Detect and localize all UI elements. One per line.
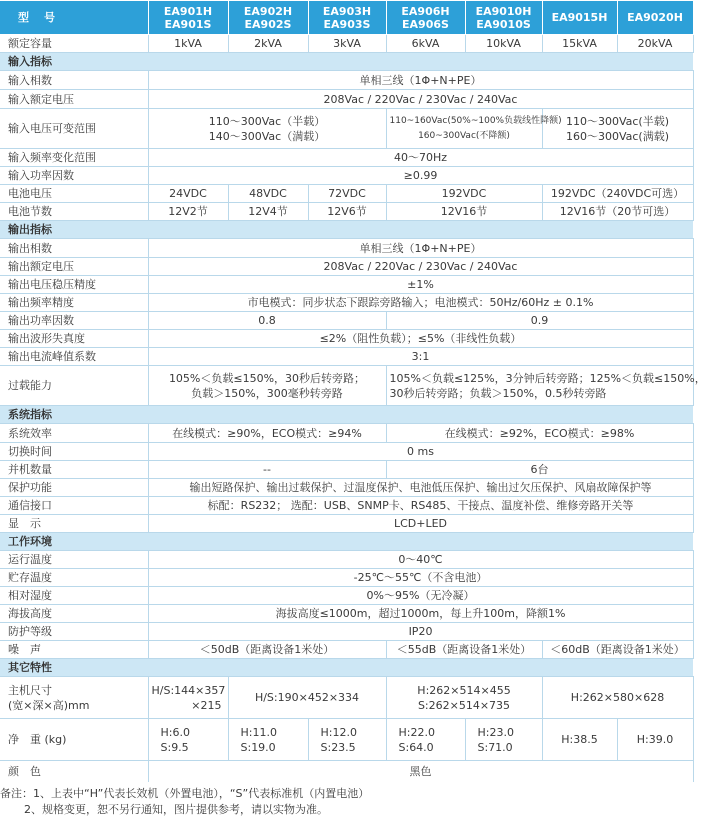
noise-value: ＜60dB（距离设备1米处） bbox=[542, 641, 693, 659]
capacity-value: 1kVA bbox=[148, 35, 228, 53]
row-value: 单相三线（1Φ+N+PE） bbox=[148, 239, 693, 258]
range-line: 110～300Vac（半载） bbox=[208, 114, 326, 128]
weight-15k: H:38.5 bbox=[542, 719, 617, 761]
weight-h: H:23.0 bbox=[477, 725, 514, 739]
weight-s: S:9.5 bbox=[160, 740, 189, 754]
overload-6-20k bbox=[386, 366, 706, 406]
overload-row bbox=[0, 366, 693, 406]
weight-20k: H:39.0 bbox=[617, 719, 693, 761]
model-name: EA903S bbox=[323, 17, 371, 31]
capacity-value: 2kVA bbox=[228, 35, 308, 53]
model-ea9020: EA9020H bbox=[617, 1, 693, 35]
protection-row bbox=[0, 479, 693, 497]
model-name: EA901H bbox=[163, 4, 213, 18]
section-output-header bbox=[0, 221, 693, 239]
weight-6k bbox=[386, 719, 465, 761]
row-label: 输入相数 bbox=[0, 71, 148, 90]
capacity-value: 20kVA bbox=[617, 35, 693, 53]
output-pf-row bbox=[0, 312, 693, 330]
op-temp-row bbox=[0, 551, 693, 569]
weight-h: H:12.0 bbox=[320, 725, 357, 739]
efficiency-value: 在线模式：≥92%，ECO模式：≥98% bbox=[386, 424, 693, 443]
input-phase-row bbox=[0, 71, 693, 90]
dim-line: ×215 bbox=[191, 698, 222, 712]
row-value: ±1% bbox=[148, 276, 693, 294]
section-title: 其它特性 bbox=[0, 659, 693, 677]
row-label: 输入频率变化范围 bbox=[0, 149, 148, 167]
input-voltage-range-row bbox=[0, 109, 693, 149]
row-value: 单相三线（1Φ+N+PE） bbox=[148, 71, 693, 90]
battery-count-value: 12V2节 bbox=[148, 203, 228, 221]
humidity-row bbox=[0, 587, 693, 605]
dim-15-20k: H:262×580×628 bbox=[542, 677, 693, 719]
pf-value: 0.9 bbox=[386, 312, 693, 330]
range-6-10k bbox=[386, 109, 562, 149]
range-line: 160~300Vac(不降额) bbox=[418, 130, 510, 141]
row-label: 电池节数 bbox=[0, 203, 148, 221]
row-value: 输出短路保护、输出过载保护、过温度保护、电池低压保护、输出过欠压保护、风扇故障保护等 bbox=[148, 479, 693, 497]
noise-row bbox=[0, 641, 693, 659]
model-ea9015: EA9015H bbox=[542, 1, 617, 35]
range-1-3k bbox=[148, 109, 386, 149]
section-title: 输入指标 bbox=[0, 53, 693, 71]
dim-label-line: 主机尺寸 bbox=[8, 683, 52, 697]
row-label: 相对湿度 bbox=[0, 587, 148, 605]
dim-line: H:262×514×455 bbox=[417, 683, 511, 697]
model-name: EA903H bbox=[322, 4, 372, 18]
dim-6-10k bbox=[386, 677, 542, 719]
battery-count-row bbox=[0, 203, 693, 221]
ip-row bbox=[0, 623, 693, 641]
storage-temp-row bbox=[0, 569, 693, 587]
model-name: EA901S bbox=[164, 17, 212, 31]
parallel-value: -- bbox=[148, 461, 386, 479]
row-value: 0～40℃ bbox=[148, 551, 693, 569]
model-name: EA9010S bbox=[476, 17, 531, 31]
input-freq-row bbox=[0, 149, 693, 167]
weight-1k bbox=[148, 719, 228, 761]
row-value: 标配：RS232； 选配：USB、SNMP卡、RS485、干接点、温度补偿、维修旁路开关等 bbox=[148, 497, 693, 515]
battery-count-value: 12V16节（20节可选） bbox=[542, 203, 693, 221]
row-label: 过载能力 bbox=[0, 366, 148, 406]
dim-line: H/S:144×357 bbox=[151, 683, 226, 697]
row-value: 40～70Hz bbox=[148, 149, 693, 167]
row-value: ≤2%（阻性负载）；≤5%（非线性负载） bbox=[148, 330, 693, 348]
model-ea9010 bbox=[465, 1, 542, 35]
row-label: 输出功率因数 bbox=[0, 312, 148, 330]
battery-voltage-value: 192VDC（240VDC可选） bbox=[542, 185, 693, 203]
dim-1k bbox=[148, 677, 228, 719]
battery-voltage-value: 72VDC bbox=[308, 185, 386, 203]
footnote-1: 备注：1、上表中“H”代表长效机（外置电池），“S”代表标准机（内置电池） bbox=[0, 787, 370, 800]
section-environment-header bbox=[0, 533, 693, 551]
transfer-row bbox=[0, 443, 693, 461]
row-value: 208Vac / 220Vac / 230Vac / 240Vac bbox=[148, 90, 693, 109]
row-label: 输出额定电压 bbox=[0, 258, 148, 276]
capacity-value: 10kVA bbox=[465, 35, 542, 53]
weight-row bbox=[0, 719, 693, 761]
row-label: 输入功率因数 bbox=[0, 167, 148, 185]
dim-line: S:262×514×735 bbox=[417, 698, 511, 712]
section-other-header bbox=[0, 659, 693, 677]
output-crest-row bbox=[0, 348, 693, 366]
row-label bbox=[0, 677, 148, 719]
comm-row bbox=[0, 497, 693, 515]
row-value: 海拔高度≤1000m，超过1000m，每上升100m，降额1% bbox=[148, 605, 693, 623]
noise-value: ＜55dB（距离设备1米处） bbox=[386, 641, 542, 659]
overload-1-3k bbox=[148, 366, 386, 406]
capacity-row bbox=[0, 35, 693, 53]
row-value: 黑色 bbox=[148, 761, 693, 782]
efficiency-row bbox=[0, 424, 693, 443]
row-label: 输出电压稳压精度 bbox=[0, 276, 148, 294]
battery-count-value: 12V6节 bbox=[308, 203, 386, 221]
row-label: 输出波形失真度 bbox=[0, 330, 148, 348]
weight-2k bbox=[228, 719, 308, 761]
capacity-value: 3kVA bbox=[308, 35, 386, 53]
row-label: 运行温度 bbox=[0, 551, 148, 569]
output-thd-row bbox=[0, 330, 693, 348]
overload-line: 负载＞150%，300毫秒转旁路 bbox=[191, 386, 343, 400]
row-value: 3:1 bbox=[148, 348, 693, 366]
weight-s: S:71.0 bbox=[477, 740, 513, 754]
range-line: 110～300Vac(半载) bbox=[565, 114, 670, 128]
output-freq-row bbox=[0, 294, 693, 312]
weight-h: H:22.0 bbox=[398, 725, 435, 739]
row-value: 市电模式：同步状态下跟踪旁路输入；电池模式：50Hz/60Hz ± 0.1% bbox=[148, 294, 693, 312]
model-ea901 bbox=[148, 1, 228, 35]
row-label: 输出相数 bbox=[0, 239, 148, 258]
row-label: 输出频率精度 bbox=[0, 294, 148, 312]
input-pf-row bbox=[0, 167, 693, 185]
input-rated-voltage-row bbox=[0, 90, 693, 109]
model-ea902 bbox=[228, 1, 308, 35]
row-label: 额定容量 bbox=[0, 35, 148, 53]
battery-count-value: 12V4节 bbox=[228, 203, 308, 221]
range-line: 140～300Vac（满载） bbox=[208, 129, 326, 143]
parallel-row bbox=[0, 461, 693, 479]
battery-voltage-row bbox=[0, 185, 693, 203]
range-line: 110~160Vac(50%~100%负载线性降额) bbox=[389, 115, 562, 126]
section-system-header bbox=[0, 406, 693, 424]
model-ea906 bbox=[386, 1, 465, 35]
section-title: 工作环境 bbox=[0, 533, 693, 551]
output-rated-voltage-row bbox=[0, 258, 693, 276]
row-label: 海拔高度 bbox=[0, 605, 148, 623]
parallel-value: 6台 bbox=[386, 461, 693, 479]
row-value: 208Vac / 220Vac / 230Vac / 240Vac bbox=[148, 258, 693, 276]
output-phase-row bbox=[0, 239, 693, 258]
weight-3k bbox=[308, 719, 386, 761]
row-label: 颜 色 bbox=[0, 761, 148, 782]
row-label: 通信接口 bbox=[0, 497, 148, 515]
row-label: 输入额定电压 bbox=[0, 90, 148, 109]
efficiency-value: 在线模式：≥90%，ECO模式：≥94% bbox=[148, 424, 386, 443]
pf-value: 0.8 bbox=[148, 312, 386, 330]
section-input-header bbox=[0, 53, 693, 71]
row-label: 净 重 (kg) bbox=[0, 719, 148, 761]
dimensions-row bbox=[0, 677, 693, 719]
dim-2-3k: H/S:190×452×334 bbox=[228, 677, 386, 719]
row-label: 保护功能 bbox=[0, 479, 148, 497]
overload-line: 105%＜负载≤125%，3分钟后转旁路；125%＜负载≤150%， bbox=[389, 371, 706, 385]
row-value: 0%～95%（无冷凝） bbox=[148, 587, 693, 605]
model-name: EA902H bbox=[243, 4, 293, 18]
row-value: -25℃～55℃（不含电池） bbox=[148, 569, 693, 587]
row-value: ≥0.99 bbox=[148, 167, 693, 185]
weight-s: S:19.0 bbox=[240, 740, 276, 754]
weight-h: H:6.0 bbox=[160, 725, 190, 739]
row-value: IP20 bbox=[148, 623, 693, 641]
weight-s: S:23.5 bbox=[320, 740, 356, 754]
row-label: 切换时间 bbox=[0, 443, 148, 461]
row-label: 电池电压 bbox=[0, 185, 148, 203]
footnote-2: 2、规格变更，恕不另行通知，图片提供参考，请以实物为准。 bbox=[24, 803, 328, 816]
row-label: 并机数量 bbox=[0, 461, 148, 479]
capacity-value: 15kVA bbox=[542, 35, 617, 53]
row-value: LCD+LED bbox=[148, 515, 693, 533]
color-row bbox=[0, 761, 693, 782]
battery-voltage-value: 48VDC bbox=[228, 185, 308, 203]
overload-line: 105%＜负载≤150%，30秒后转旁路； bbox=[168, 371, 366, 385]
battery-voltage-value: 24VDC bbox=[148, 185, 228, 203]
model-header-row bbox=[0, 1, 693, 35]
weight-h: H:11.0 bbox=[240, 725, 277, 739]
row-label: 显 示 bbox=[0, 515, 148, 533]
row-label: 输出电流峰值系数 bbox=[0, 348, 148, 366]
model-header-label: 型 号 bbox=[0, 1, 148, 35]
row-label: 贮存温度 bbox=[0, 569, 148, 587]
weight-10k bbox=[465, 719, 542, 761]
footnotes bbox=[0, 786, 369, 818]
capacity-value: 6kVA bbox=[386, 35, 465, 53]
row-label: 防护等级 bbox=[0, 623, 148, 641]
range-15-20k bbox=[542, 109, 693, 149]
row-value: 0 ms bbox=[148, 443, 693, 461]
row-label: 噪 声 bbox=[0, 641, 148, 659]
weight-s: S:64.0 bbox=[398, 740, 434, 754]
model-name: EA906S bbox=[402, 17, 449, 31]
display-row bbox=[0, 515, 693, 533]
noise-value: ＜50dB（距离设备1米处） bbox=[148, 641, 386, 659]
battery-voltage-value: 192VDC bbox=[386, 185, 542, 203]
model-name: EA906H bbox=[401, 4, 450, 18]
altitude-row bbox=[0, 605, 693, 623]
model-name: EA9010H bbox=[475, 4, 532, 18]
section-title: 系统指标 bbox=[0, 406, 693, 424]
row-label: 输入电压可变范围 bbox=[0, 109, 148, 149]
model-ea903 bbox=[308, 1, 386, 35]
model-name: EA902S bbox=[244, 17, 292, 31]
range-line: 160～300Vac(满载) bbox=[565, 129, 670, 143]
output-regulation-row bbox=[0, 276, 693, 294]
overload-line: 30秒后转旁路；负载＞150%，0.5秒转旁路 bbox=[389, 386, 607, 400]
battery-count-value: 12V16节 bbox=[386, 203, 542, 221]
row-label: 系统效率 bbox=[0, 424, 148, 443]
dim-label-line: (宽×深×高)mm bbox=[8, 698, 90, 712]
section-title: 输出指标 bbox=[0, 221, 693, 239]
